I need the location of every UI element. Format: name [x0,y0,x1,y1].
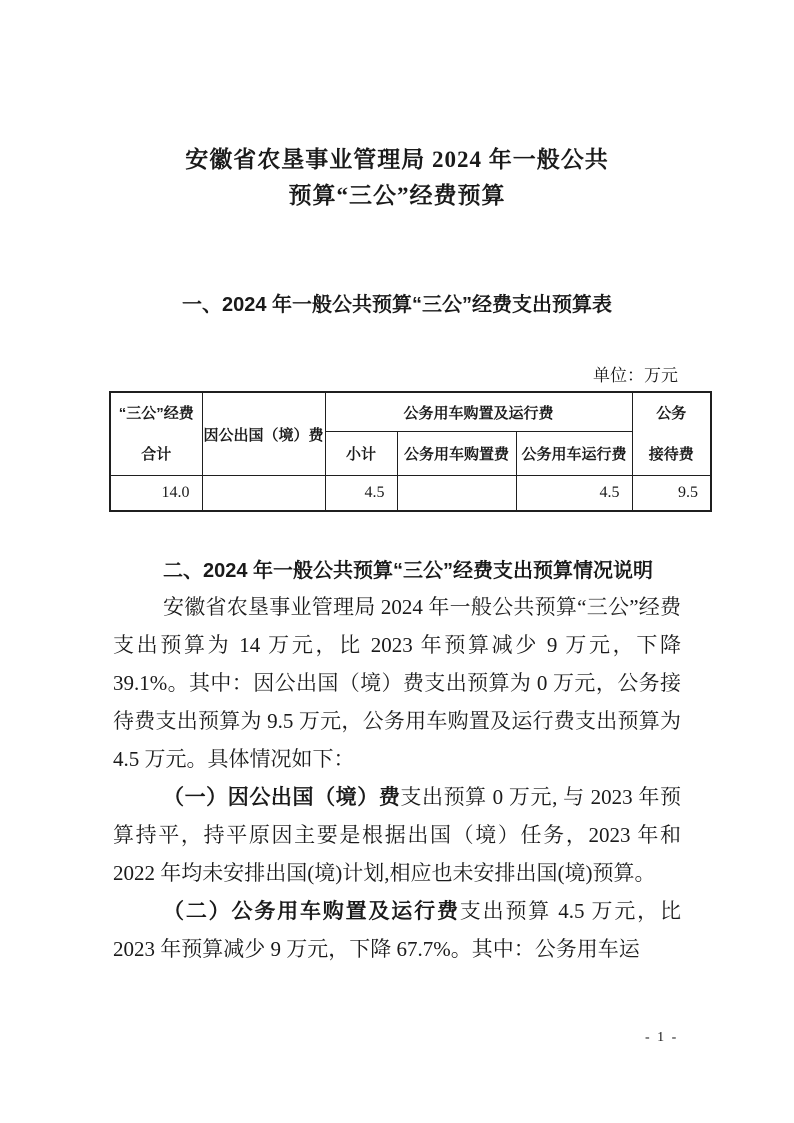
unit-label: 单位：万元 [593,366,678,385]
header-vehicle-purchase-cell: 公务用车购置费 [397,432,516,476]
header-total-line1: “三公”经费 [118,405,194,422]
title-line-1: 安徽省农垦事业管理局 2024 年一般公共 [185,147,609,172]
item2-paragraph [113,892,681,968]
table-area [109,364,710,512]
intro-paragraph: 安徽省农垦事业管理局 2024 年一般公共预算“三公”经费支出预算为 14 万元，比 2023 年预算减少 9 万元，下降 39.1%。其中：因公出国（境）费支出预算为 0 万元，公务接待费支出预算为 9.5 万元，公务用车购置及运行费支出预算为 4.5 万元。具体情况如下： [113,595,681,771]
document-body [113,588,681,968]
value-vehicle-subtotal: 4.5 [325,476,397,512]
header-vehicle-subtotal-cell: 小计 [325,432,397,476]
header-reception-cell [632,392,711,476]
item2-body: 支出预算 4.5 万元，比 2023 年预算减少 9 万元，下降 67.7%。其中：公务用车运 [113,899,682,961]
document-title [0,0,794,214]
section2-heading: 二、2024 年一般公共预算“三公”经费支出预算情况说明 [163,560,654,582]
item2-lead: （二）公务用车购置及运行费 [163,899,460,923]
item1-paragraph [113,778,681,892]
budget-table [109,391,712,512]
value-abroad [202,476,325,512]
value-reception: 9.5 [632,476,711,512]
header-total-line2: 合计 [141,446,172,463]
header-reception-line1: 公务 [656,405,687,422]
header-reception-line2: 接待费 [648,446,694,463]
header-abroad-cell: 因公出国（境）费 [202,392,325,476]
item1-body: 支出预算 0 万元, 与 2023 年预算持平，持平原因主要是根据出国（境）任务，2023 年和 2022 年均未安排出国(境)计划,相应也未安排出国(境)预算。 [113,785,682,885]
page-number: - 1 - [645,1030,679,1045]
value-vehicle-purchase [397,476,516,512]
table-data-row [110,476,711,512]
header-total-cell [110,392,202,476]
table-header-row-1 [110,392,711,432]
title-line-2: 预算“三公”经费预算 [288,183,506,208]
header-vehicle-operation-cell: 公务用车运行费 [516,432,632,476]
header-vehicle-group-cell: 公务用车购置及运行费 [325,392,632,432]
value-total: 14.0 [110,476,202,512]
item1-lead: （一）因公出国（境）费 [163,785,401,809]
value-vehicle-operation: 4.5 [516,476,632,512]
section1-heading: 一、2024 年一般公共预算“三公”经费支出预算表 [181,294,613,316]
